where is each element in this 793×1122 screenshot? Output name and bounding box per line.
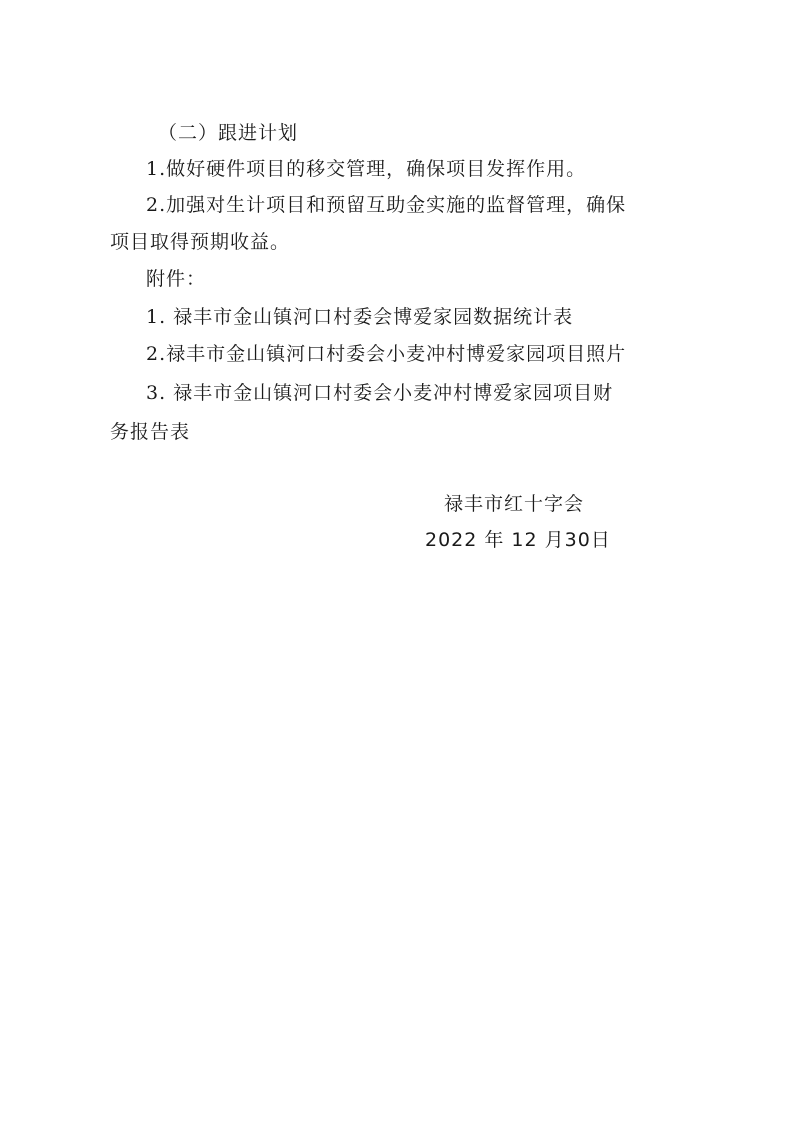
attachment-item-1: 1. 禄丰市金山镇河口村委会博爱家园数据统计表 [146,306,574,328]
section-heading: （二）跟进计划 [158,122,299,144]
plan-item-1: 1.做好硬件项目的移交管理，确保项目发挥作用。 [146,158,587,180]
signature-organization: 禄丰市红十字会 [444,493,585,515]
plan-item-2: 2.加强对生计项目和预留互助金实施的监督管理，确保 [146,194,627,216]
attachment-item-2: 2.禄丰市金山镇河口村委会小麦冲村博爱家园项目照片 [146,343,627,365]
plan-item-2-continued: 项目取得预期收益。 [110,231,291,253]
attachment-item-3-continued: 务报告表 [110,421,191,443]
signature-date: 2022 年 12 月30日 [425,529,611,551]
attachment-item-3: 3. 禄丰市金山镇河口村委会小麦冲村博爱家园项目财 [146,382,614,404]
attachments-label: 附件： [146,268,207,290]
